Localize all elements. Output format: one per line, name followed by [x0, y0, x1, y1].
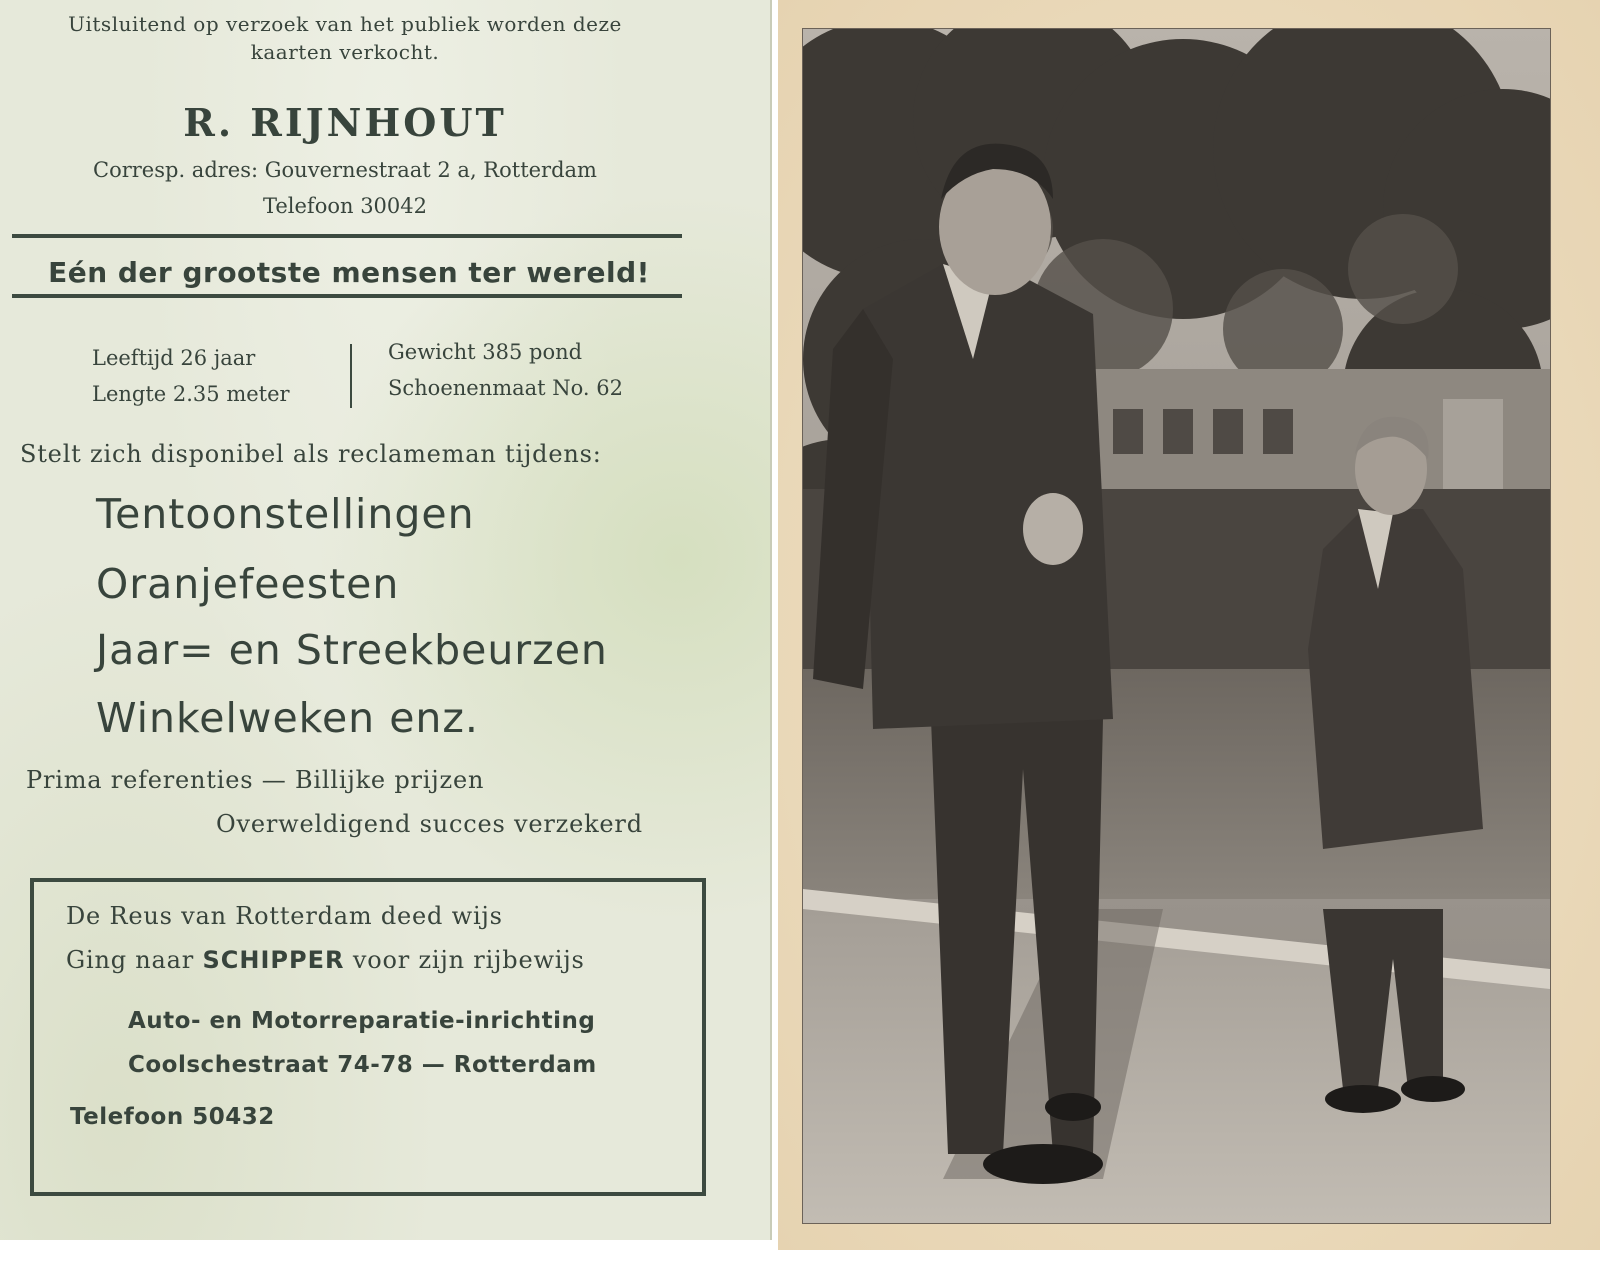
person-name: R. RIJNHOUT [183, 100, 507, 145]
stat-age: Leeftijd 26 jaar [92, 346, 256, 370]
event-item: Jaar= en Streekbeurzen [96, 626, 608, 674]
stats-divider [350, 344, 352, 408]
giant-and-man-photo [803, 29, 1550, 1223]
headline-rule-bottom [12, 294, 682, 298]
stat-shoe-size: Schoenenmaat No. 62 [388, 376, 624, 400]
availability-text: Stelt zich disponibel als reclameman tijdens: [20, 440, 602, 468]
success-text: Overweldigend succes verzekerd [216, 810, 643, 838]
intro-line-1: Uitsluitend op verzoek van het publiek worden deze [68, 12, 622, 36]
headline-rule-top [12, 234, 682, 238]
correspondence-address: Corresp. adres: Gouvernestraat 2 a, Rotterdam [93, 158, 597, 182]
intro-line-2: kaarten verkocht. [250, 40, 440, 64]
event-item: Oranjefeesten [96, 560, 400, 608]
brand-name: SCHIPPER [202, 946, 345, 974]
rhyme-suffix: voor zijn rijbewijs [352, 946, 585, 974]
references-text: Prima referenties — Billijke prijzen [26, 766, 485, 794]
event-item: Winkelweken enz. [96, 694, 479, 742]
stat-height: Lengte 2.35 meter [92, 382, 290, 406]
photo-card [778, 0, 1600, 1250]
rhyme-line-2 [66, 946, 585, 974]
intro-text [0, 10, 690, 66]
headline: Eén der grootste mensen ter wereld! [48, 256, 650, 289]
rhyme-line-1: De Reus van Rotterdam deed wijs [66, 902, 503, 930]
business-telephone: Telefoon 50432 [70, 1104, 275, 1130]
advertisement-card [0, 0, 772, 1240]
business-address: Coolschestraat 74-78 — Rotterdam [128, 1052, 597, 1078]
telephone: Telefoon 30042 [262, 194, 427, 218]
rhyme-prefix: Ging naar [66, 946, 195, 974]
photograph [802, 28, 1551, 1224]
business-type: Auto- en Motorreparatie-inrichting [128, 1008, 596, 1034]
stat-weight: Gewicht 385 pond [388, 340, 583, 364]
schipper-ad-content [30, 888, 690, 1188]
event-item: Tentoonstellingen [96, 490, 475, 538]
